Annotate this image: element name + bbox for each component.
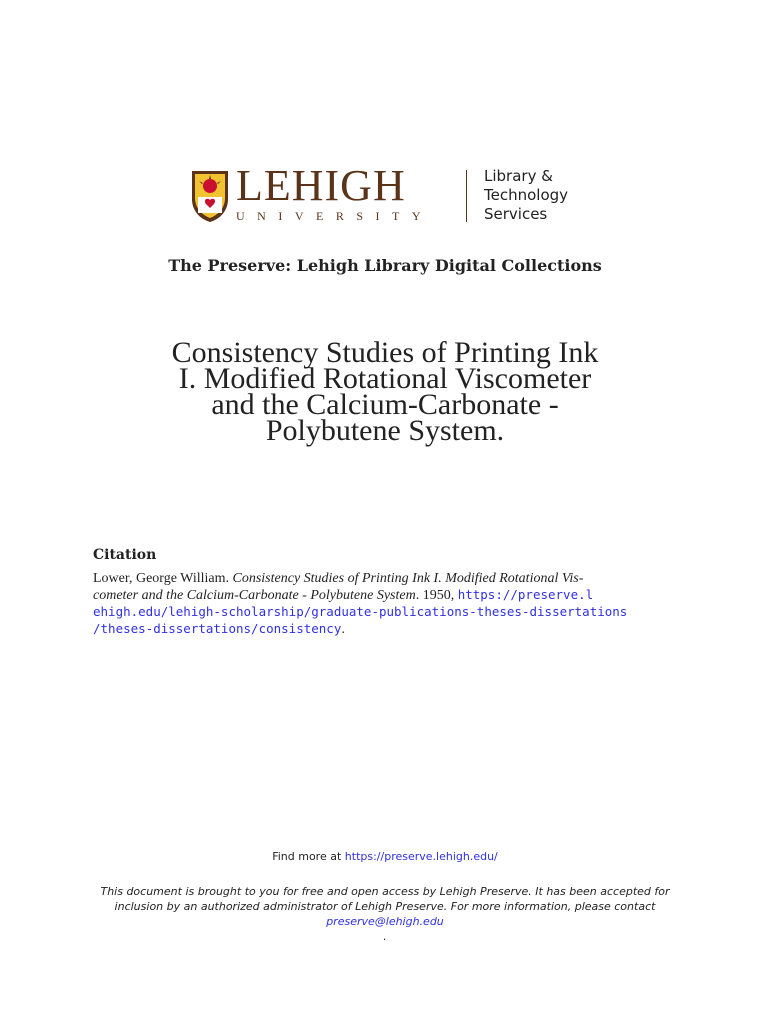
contact-email-link[interactable]: preserve@lehigh.edu xyxy=(326,915,444,928)
disclaimer-line: This document is brought to you for free and open access by Lehigh Preserve. It has been accepted for xyxy=(100,885,670,898)
lehigh-shield-icon xyxy=(190,169,230,223)
citation-title: cometer and the Calcium-Carbonate - Polybutene System xyxy=(93,588,416,603)
title-line: Consistency Studies of Printing Ink xyxy=(171,336,599,369)
services-line: Services xyxy=(484,205,548,223)
email-end: . xyxy=(383,930,387,943)
lehigh-wordmark xyxy=(236,161,433,224)
citation-end: . xyxy=(341,622,345,637)
services-line: Technology xyxy=(484,186,569,204)
citation-year: . 1950, xyxy=(415,588,458,603)
wordmark-lehigh: LEHIGH xyxy=(236,161,406,210)
wordmark-university: UNIVERSITY xyxy=(236,209,433,223)
citation-heading: Citation xyxy=(93,547,157,563)
citation-text xyxy=(93,571,683,638)
collection-header: The Preserve: Lehigh Library Digital Collections xyxy=(168,256,602,275)
find-more xyxy=(0,850,770,863)
citation-link[interactable]: /theses-dissertations/consistency xyxy=(93,621,342,636)
title-line: I. Modified Rotational Viscometer xyxy=(178,362,592,395)
services-line: Library & xyxy=(484,167,553,185)
citation-link[interactable]: ehigh.edu/lehigh-scholarship/graduate-publications-theses-dissertations xyxy=(93,604,628,619)
citation-author: Lower, George William. xyxy=(93,571,233,586)
title-line: and the Calcium-Carbonate - xyxy=(211,388,559,421)
title-line: Polybutene System. xyxy=(265,414,505,447)
library-services-label xyxy=(484,167,568,224)
logo-divider xyxy=(466,170,467,222)
lehigh-library-logo xyxy=(190,161,590,226)
document-title xyxy=(80,336,690,447)
disclaimer-line: inclusion by an authorized administrator of Lehigh Preserve. For more information, please contact xyxy=(114,900,656,913)
citation-title: Consistency Studies of Printing Ink I. Modified Rotational Vis- xyxy=(232,571,584,586)
preserve-link[interactable]: https://preserve.lehigh.edu/ xyxy=(344,850,498,863)
citation-link[interactable]: https://preserve.l xyxy=(457,587,594,602)
find-more-label: Find more at xyxy=(272,850,345,863)
disclaimer xyxy=(80,884,690,944)
